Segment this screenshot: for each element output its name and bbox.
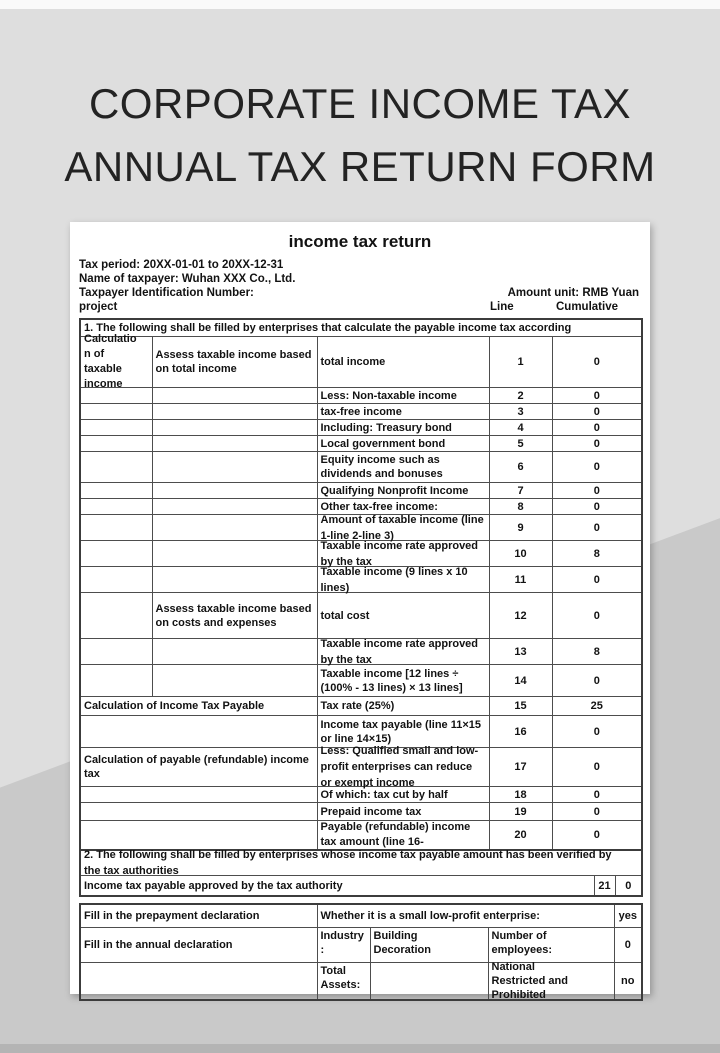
table-row bbox=[80, 593, 642, 639]
table-row bbox=[80, 748, 642, 787]
project-column-label: project bbox=[79, 301, 118, 313]
table-row bbox=[80, 803, 642, 821]
line-cell: 17 bbox=[514, 761, 527, 773]
small-profit-question: Whether it is a small low-profit enterprise: bbox=[320, 910, 540, 922]
item-cell: tax-free income bbox=[320, 405, 402, 418]
taxpayer-name: Name of taxpayer: Wuhan XXX Co., Ltd. bbox=[79, 273, 296, 285]
item-cell: Prepaid income tax bbox=[320, 805, 422, 818]
cumulative-cell: 0 bbox=[593, 829, 600, 841]
cumulative-cell: 0 bbox=[593, 573, 600, 586]
form-meta bbox=[79, 258, 641, 314]
restricted-value: no bbox=[621, 975, 635, 987]
item-cell: Equity income such as dividends and bonuses bbox=[320, 454, 443, 480]
section2-table bbox=[79, 849, 643, 897]
line-cell: 6 bbox=[517, 461, 524, 473]
line-cell: 21 bbox=[598, 879, 611, 892]
line-cell: 12 bbox=[514, 609, 527, 622]
item-cell: Of which: tax cut by half bbox=[320, 788, 448, 801]
cumulative-cell: 0 bbox=[593, 788, 600, 801]
table-row bbox=[80, 787, 642, 803]
cumulative-cell: 0 bbox=[593, 500, 600, 513]
line-cell: 1 bbox=[517, 356, 524, 368]
item-cell: Payable (refundable) income tax amount (line 16- bbox=[320, 821, 471, 848]
line-cell: 4 bbox=[517, 421, 524, 434]
prepayment-label: Fill in the prepayment declaration bbox=[84, 910, 260, 922]
cumulative-cell: 0 bbox=[593, 356, 600, 368]
employees-value: 0 bbox=[624, 939, 631, 951]
section1-header: 1. The following shall be filled by enterprises that calculate the payable income tax according bbox=[84, 322, 572, 334]
total-assets-label: Total Assets: bbox=[320, 965, 361, 991]
line-cell: 11 bbox=[514, 573, 527, 586]
item-cell: Taxable income (9 lines x 10 lines) bbox=[320, 565, 468, 594]
cumulative-cell: 0 bbox=[593, 521, 600, 534]
line-cell: 19 bbox=[514, 805, 527, 818]
category-cell: Calculation of payable (refundable) income tax bbox=[84, 754, 309, 780]
table-row bbox=[80, 697, 642, 716]
item-cell: Local government bond bbox=[320, 437, 446, 450]
item-cell: total income bbox=[320, 356, 386, 368]
cumulative-cell: 0 bbox=[593, 405, 600, 418]
cumulative-cell: 0 bbox=[593, 609, 600, 622]
section1-header-cell bbox=[80, 319, 642, 337]
item-cell: Taxable income rate approved by the tax bbox=[320, 637, 479, 666]
table-row bbox=[80, 452, 642, 483]
table-row bbox=[80, 963, 642, 1001]
item-cell: Less: Non-taxable income bbox=[320, 389, 457, 402]
cumulative-cell: 0 bbox=[593, 674, 600, 687]
item-cell: Income tax payable (line 11×15 or line 14×15) bbox=[320, 718, 481, 745]
table-row bbox=[80, 665, 642, 697]
line-cell: 5 bbox=[517, 437, 524, 450]
line-cell: 3 bbox=[517, 405, 524, 418]
table-row bbox=[80, 388, 642, 404]
section1-header-row bbox=[80, 319, 642, 337]
item-cell: Qualifying Nonprofit Income bbox=[320, 484, 469, 497]
background-top-strip bbox=[0, 0, 720, 9]
background-bottom-strip bbox=[0, 1044, 720, 1053]
small-profit-answer: yes bbox=[618, 910, 637, 922]
subcategory-cell: Assess taxable income based on costs and expenses bbox=[155, 602, 312, 629]
line-cell: 16 bbox=[514, 725, 527, 738]
industry-value: Building Decoration bbox=[373, 930, 431, 956]
tax-period: Tax period: 20XX-01-01 to 20XX-12-31 bbox=[79, 259, 284, 271]
cumulative-cell: 0 bbox=[593, 437, 600, 450]
table-row bbox=[80, 639, 642, 665]
industry-label: Industry : bbox=[320, 930, 364, 956]
item-cell: Tax rate (25%) bbox=[320, 700, 395, 712]
cumulative-cell: 8 bbox=[593, 645, 600, 658]
item-cell: Less: Qualified small and low-profit enterprises can reduce or exempt income bbox=[320, 745, 479, 789]
table-row bbox=[80, 928, 642, 963]
line-cell: 18 bbox=[514, 788, 527, 801]
category-cell: Calculation of Income Tax Payable bbox=[84, 700, 265, 712]
category-cell: Calculation of taxable income bbox=[84, 333, 137, 390]
item-cell: Income tax payable approved by the tax authority bbox=[84, 879, 343, 892]
table-row bbox=[80, 436, 642, 452]
table-row bbox=[80, 567, 642, 593]
section2-header-row bbox=[80, 850, 642, 876]
section1-table bbox=[79, 318, 643, 851]
subcategory-cell: Assess taxable income based on total income bbox=[155, 349, 312, 375]
line-cell: 14 bbox=[514, 674, 527, 687]
page-title-line2: ANNUAL TAX RETURN FORM bbox=[64, 143, 656, 190]
cumulative-cell: 0 bbox=[625, 879, 632, 892]
line-cell: 13 bbox=[514, 645, 527, 658]
line-cell: 10 bbox=[514, 547, 527, 560]
item-cell: Taxable income [12 lines ÷ (100% - 13 lines) × 13 lines] bbox=[320, 667, 463, 694]
page-title bbox=[0, 72, 720, 198]
amount-unit: Amount unit: RMB Yuan bbox=[507, 287, 639, 299]
line-cell: 2 bbox=[517, 389, 524, 402]
line-cell: 20 bbox=[514, 829, 527, 841]
table-row bbox=[80, 404, 642, 420]
cumulative-cell: 0 bbox=[593, 484, 600, 497]
table-row bbox=[80, 483, 642, 499]
cumulative-cell: 0 bbox=[593, 461, 600, 473]
table-row bbox=[80, 904, 642, 928]
form-page bbox=[70, 222, 650, 1001]
section2-header: 2. The following shall be filled by enterprises whose income tax payable amount has been verified by the tax authorities bbox=[84, 849, 612, 877]
cumulative-cell: 0 bbox=[593, 805, 600, 818]
declarations-table bbox=[79, 903, 643, 1001]
cumulative-cell: 8 bbox=[593, 547, 600, 560]
cumulative-cell: 0 bbox=[593, 389, 600, 402]
employees-label: Number of employees: bbox=[491, 930, 553, 956]
cumulative-column-label: Cumulative bbox=[556, 301, 618, 313]
annual-label: Fill in the annual declaration bbox=[84, 939, 233, 951]
page-title-line1: CORPORATE INCOME TAX bbox=[88, 80, 632, 127]
cumulative-cell: 25 bbox=[590, 700, 603, 712]
item-cell: Amount of taxable income (line 1-line 2-line 3) bbox=[320, 513, 484, 542]
line-column-label: Line bbox=[490, 301, 514, 313]
table-row bbox=[80, 420, 642, 436]
line-cell: 15 bbox=[514, 700, 527, 712]
item-cell: Other tax-free income: bbox=[320, 500, 438, 513]
item-cell: total cost bbox=[320, 609, 370, 622]
table-row bbox=[80, 337, 642, 388]
tin-label: Taxpayer Identification Number: bbox=[79, 287, 254, 299]
cumulative-cell: 0 bbox=[593, 421, 600, 434]
cumulative-cell: 0 bbox=[593, 725, 600, 738]
item-cell: Including: Treasury bond bbox=[320, 421, 452, 434]
line-cell: 8 bbox=[517, 500, 524, 513]
table-row bbox=[80, 821, 642, 851]
line-cell: 9 bbox=[517, 521, 524, 534]
item-cell: Taxable income rate approved by the tax bbox=[320, 539, 479, 568]
form-title: income tax return bbox=[288, 232, 432, 251]
cumulative-cell: 0 bbox=[593, 761, 600, 773]
restricted-label: National Restricted and Prohibited bbox=[491, 961, 568, 1001]
line-cell: 7 bbox=[517, 484, 524, 497]
